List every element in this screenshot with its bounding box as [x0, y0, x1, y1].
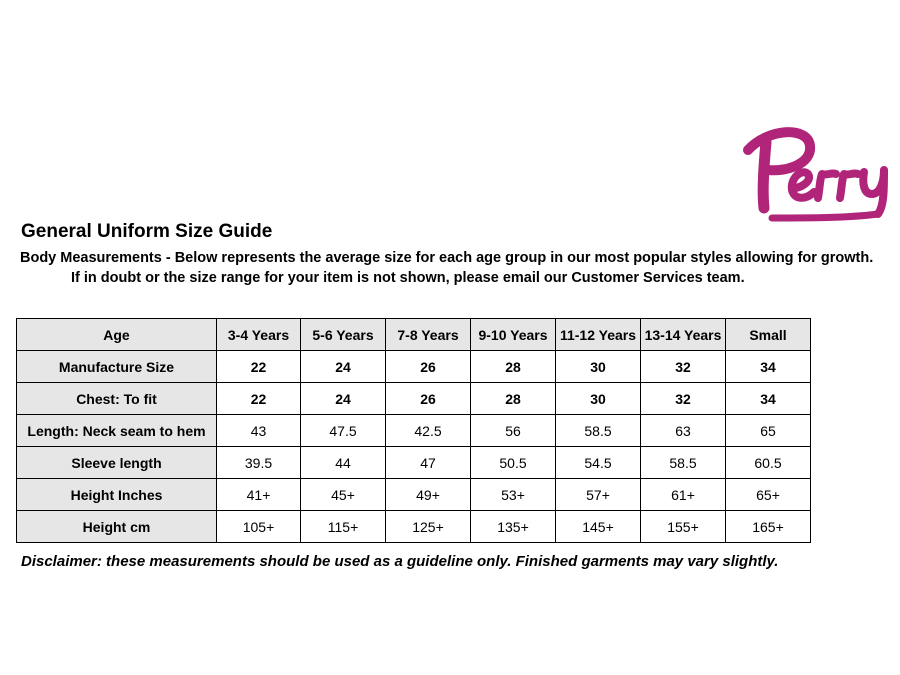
- table-cell: 53+: [471, 479, 556, 511]
- table-cell: 30: [556, 383, 641, 415]
- table-cell: 26: [386, 351, 471, 383]
- table-cell: 41+: [217, 479, 301, 511]
- table-cell: 47: [386, 447, 471, 479]
- page-title: General Uniform Size Guide: [21, 221, 273, 242]
- table-row: [17, 351, 811, 383]
- header-cell: 5-6 Years: [301, 319, 386, 351]
- table-cell: 61+: [641, 479, 726, 511]
- header-cell: 13-14 Years: [641, 319, 726, 351]
- table-cell: 34: [726, 351, 811, 383]
- perry-logo: [738, 120, 894, 230]
- size-table: [16, 318, 811, 543]
- intro-line-1: Body Measurements - Below represents the average size for each age group in our most popular styles allowing for growth.: [20, 250, 874, 266]
- row-label: Manufacture Size: [17, 351, 217, 383]
- table-cell: 58.5: [641, 447, 726, 479]
- table-cell: 42.5: [386, 415, 471, 447]
- table-cell: 125+: [386, 511, 471, 543]
- header-cell: 9-10 Years: [471, 319, 556, 351]
- table-cell: 24: [301, 351, 386, 383]
- table-cell: 22: [217, 383, 301, 415]
- table-cell: 30: [556, 351, 641, 383]
- table-header-row: [17, 319, 811, 351]
- table-cell: 105+: [217, 511, 301, 543]
- table-cell: 28: [471, 383, 556, 415]
- row-label: Length: Neck seam to hem: [17, 415, 217, 447]
- row-label: Chest: To fit: [17, 383, 217, 415]
- table-cell: 26: [386, 383, 471, 415]
- table-cell: 145+: [556, 511, 641, 543]
- table-cell: 155+: [641, 511, 726, 543]
- header-cell: 7-8 Years: [386, 319, 471, 351]
- table-cell: 32: [641, 383, 726, 415]
- header-cell: 3-4 Years: [217, 319, 301, 351]
- table-cell: 54.5: [556, 447, 641, 479]
- table-row: [17, 447, 811, 479]
- table-cell: 43: [217, 415, 301, 447]
- table-cell: 115+: [301, 511, 386, 543]
- table-cell: 24: [301, 383, 386, 415]
- table-cell: 39.5: [217, 447, 301, 479]
- intro-line-2: If in doubt or the size range for your item is not shown, please email our Customer Services team.: [71, 270, 745, 286]
- disclaimer: Disclaimer: these measurements should be used as a guideline only. Finished garments may vary slightly.: [21, 553, 779, 570]
- table-cell: 50.5: [471, 447, 556, 479]
- table-row: [17, 415, 811, 447]
- row-label: Height cm: [17, 511, 217, 543]
- table-cell: 60.5: [726, 447, 811, 479]
- table-cell: 32: [641, 351, 726, 383]
- row-label: Height Inches: [17, 479, 217, 511]
- table-cell: 56: [471, 415, 556, 447]
- table-cell: 22: [217, 351, 301, 383]
- table-row: [17, 383, 811, 415]
- header-cell: 11-12 Years: [556, 319, 641, 351]
- table-cell: 135+: [471, 511, 556, 543]
- table-cell: 45+: [301, 479, 386, 511]
- table-cell: 65+: [726, 479, 811, 511]
- table-cell: 58.5: [556, 415, 641, 447]
- table-cell: 165+: [726, 511, 811, 543]
- table-cell: 28: [471, 351, 556, 383]
- table-cell: 65: [726, 415, 811, 447]
- table-cell: 47.5: [301, 415, 386, 447]
- table-cell: 34: [726, 383, 811, 415]
- header-cell: Small: [726, 319, 811, 351]
- table-cell: 57+: [556, 479, 641, 511]
- table-cell: 49+: [386, 479, 471, 511]
- row-label: Sleeve length: [17, 447, 217, 479]
- header-label: Age: [17, 319, 217, 351]
- table-cell: 44: [301, 447, 386, 479]
- table-row: [17, 511, 811, 543]
- table-row: [17, 479, 811, 511]
- table-cell: 63: [641, 415, 726, 447]
